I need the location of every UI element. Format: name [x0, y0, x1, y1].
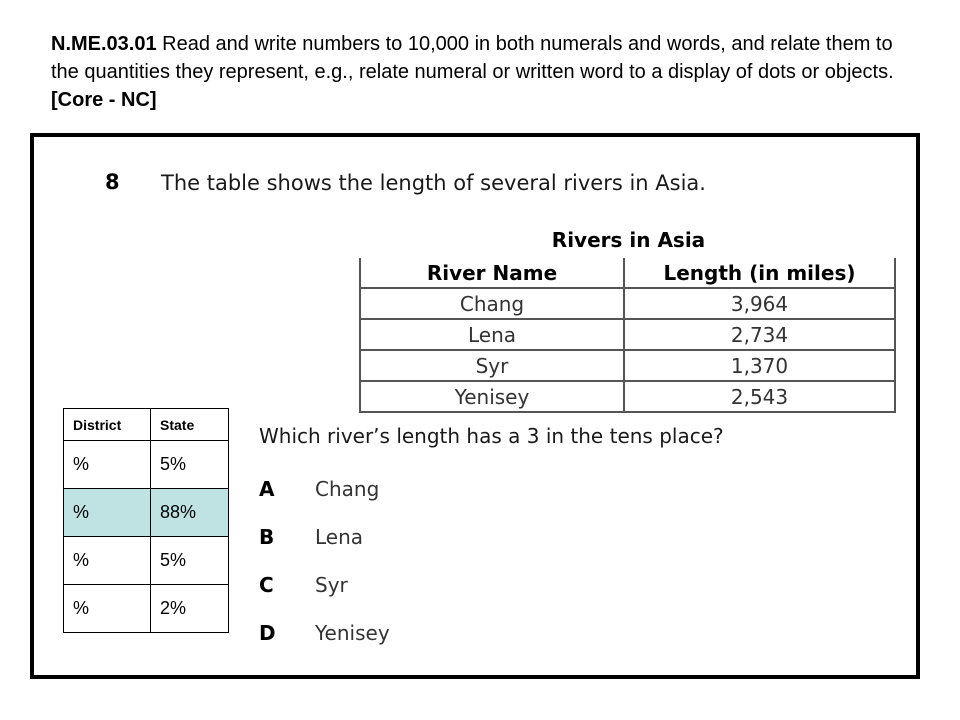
table-row — [360, 288, 895, 319]
table-row — [360, 350, 895, 381]
district-value: % — [64, 537, 151, 585]
standard-text: Read and write numbers to 10,000 in both numerals and words, and relate them to the quantities they represent, e.g., relate numeral or written word to a display of dots or objects. — [51, 33, 894, 83]
river-length: 2,543 — [624, 381, 895, 412]
choice-letter: D — [259, 621, 276, 645]
choice-text: Syr — [315, 573, 348, 597]
river-name: Syr — [360, 350, 624, 381]
choice-a[interactable] — [259, 477, 379, 501]
river-length: 3,964 — [624, 288, 895, 319]
river-name: Chang — [360, 288, 624, 319]
table-header-row — [360, 258, 895, 288]
state-value: 5% — [151, 441, 229, 489]
rivers-table — [359, 258, 896, 413]
table-row — [64, 441, 229, 489]
state-value: 88% — [151, 489, 229, 537]
district-value: % — [64, 489, 151, 537]
table-row — [64, 585, 229, 633]
choice-c[interactable] — [259, 573, 348, 597]
district-value: % — [64, 441, 151, 489]
column-header: River Name — [360, 258, 624, 288]
table-row — [360, 381, 895, 412]
table-row — [64, 537, 229, 585]
choice-text: Yenisey — [315, 621, 390, 645]
state-header: State — [151, 409, 229, 441]
district-header: District — [64, 409, 151, 441]
standard-statement — [51, 30, 911, 114]
table-row — [360, 319, 895, 350]
state-value: 5% — [151, 537, 229, 585]
river-name: Lena — [360, 319, 624, 350]
question-prompt: The table shows the length of several rivers in Asia. — [161, 171, 706, 195]
river-length: 1,370 — [624, 350, 895, 381]
choice-text: Lena — [315, 525, 364, 549]
choice-letter: C — [259, 573, 274, 597]
state-value: 2% — [151, 585, 229, 633]
standard-code: N.ME.03.01 — [51, 33, 157, 55]
standard-tag: [Core - NC] — [51, 89, 157, 111]
choice-d[interactable] — [259, 621, 390, 645]
river-name: Yenisey — [360, 381, 624, 412]
choice-letter: B — [259, 525, 275, 549]
choice-text: Chang — [315, 477, 380, 501]
choice-letter: A — [259, 477, 275, 501]
table-row — [64, 489, 229, 537]
choice-b[interactable] — [259, 525, 363, 549]
district-value: % — [64, 585, 151, 633]
question-ask: Which river’s length has a 3 in the tens place? — [259, 424, 724, 448]
table-title: Rivers in Asia — [551, 228, 706, 252]
results-header-row — [64, 409, 229, 441]
column-header: Length (in miles) — [624, 258, 895, 288]
question-number: 8 — [105, 170, 120, 194]
river-length: 2,734 — [624, 319, 895, 350]
results-table — [63, 408, 229, 633]
